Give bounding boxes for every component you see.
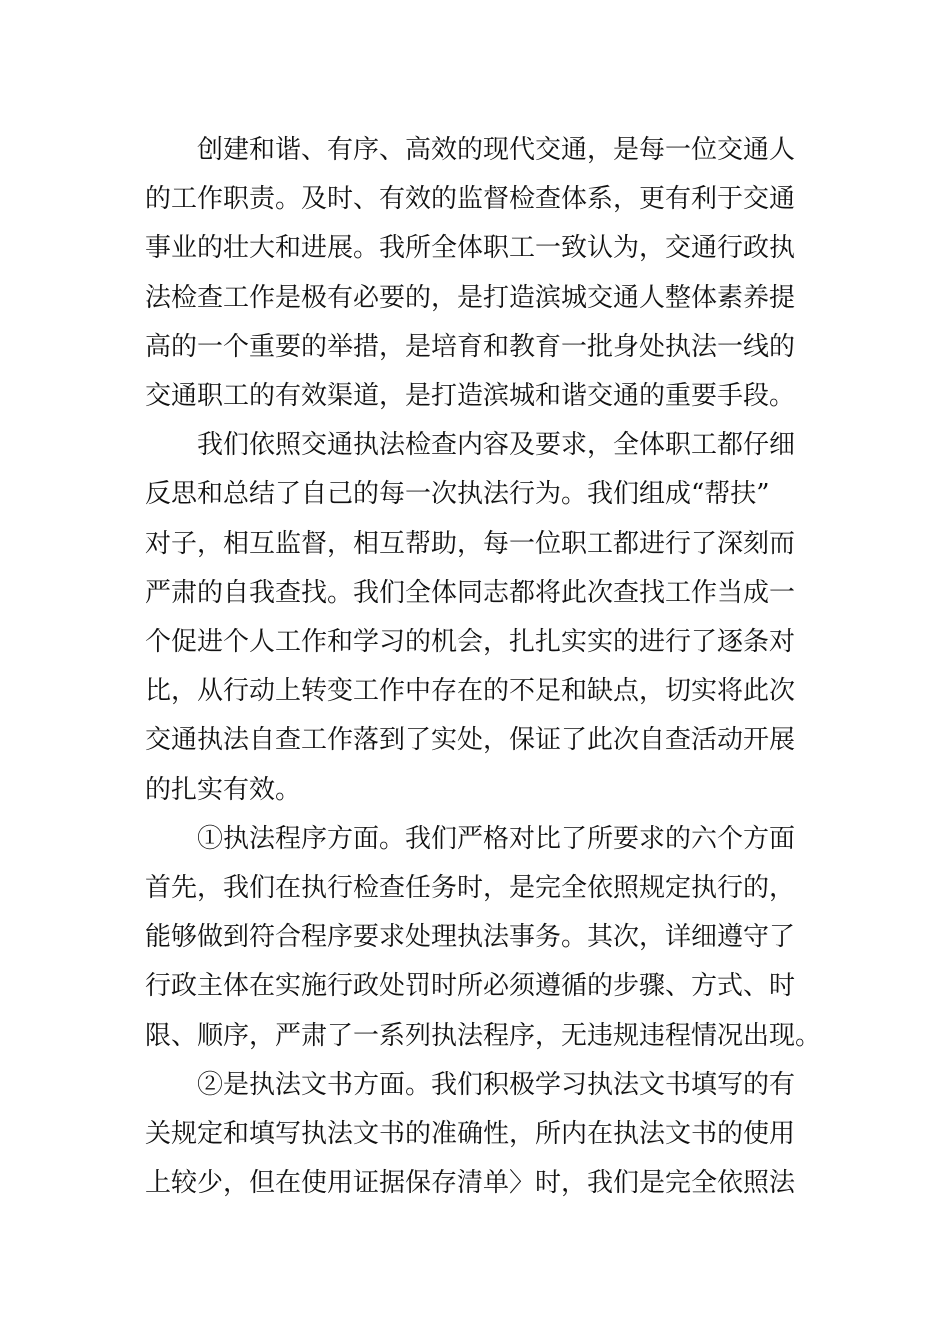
text-line: 行政主体在实施行政处罚时所必须遵循的步骤、方式、时 [145, 971, 796, 1002]
paragraph-4 [145, 1061, 807, 1209]
text-line: 创建和谐、有序、高效的现代交通，是每一位交通人 [197, 135, 796, 165]
text-line: 法检查工作是极有必要的，是打造滨城交通人整体素养提 [145, 282, 796, 313]
text-line: 我们依照交通执法检查内容及要求，全体职工都仔细 [197, 430, 796, 461]
text-line: 事业的壮大和进展。我所全体职工一致认为，交通行政执 [145, 233, 796, 264]
text-line: ①执法程序方面。我们严格对比了所要求的六个方面 [197, 823, 796, 854]
text-line: 首先，我们在执行检查任务时，是完全依照规定执行的， [145, 873, 796, 904]
text-line: 高的一个重要的举措，是培育和教育一批身处执法一线的 [145, 331, 796, 362]
text-line: 的扎实有效。 [145, 774, 302, 805]
text-line: 关规定和填写执法文书的准确性，所内在执法文书的使用 [145, 1119, 796, 1150]
paragraph-1 [145, 126, 807, 421]
document-body [145, 126, 822, 1208]
text-line: 交通执法自查工作落到了实处，保证了此次自查活动开展 [145, 725, 796, 756]
text-line: 的工作职责。及时、有效的监督检查体系，更有利于交通 [145, 184, 796, 215]
text-line: ②是执法文书方面。我们积极学习执法文书填写的有 [197, 1069, 796, 1100]
text-line: 对子，相互监督，相互帮助，每一位职工都进行了深刻而 [145, 528, 796, 559]
text-line: 限、顺序，严肃了一系列执法程序，无违规违程情况出现。 [145, 1020, 822, 1051]
text-line: 个促进个人工作和学习的机会，扎扎实实的进行了逐条对 [145, 627, 796, 658]
text-line: 交通职工的有效渠道，是打造滨城和谐交通的重要手段。 [145, 381, 796, 412]
paragraph-3 [145, 815, 822, 1061]
text-line: 上较少，但在使用证据保存清单〉时，我们是完全依照法 [145, 1168, 796, 1199]
text-line: 比，从行动上转变工作中存在的不足和缺点，切实将此次 [145, 676, 796, 707]
text-line: 反思和总结了自己的每一次执法行为。我们组成“帮扶” [145, 479, 770, 510]
text-line: 能够做到符合程序要求处理执法事务。其次，详细遵守了 [145, 922, 796, 953]
paragraph-2 [145, 421, 807, 815]
text-line: 严肃的自我查找。我们全体同志都将此次查找工作当成一 [145, 577, 796, 608]
